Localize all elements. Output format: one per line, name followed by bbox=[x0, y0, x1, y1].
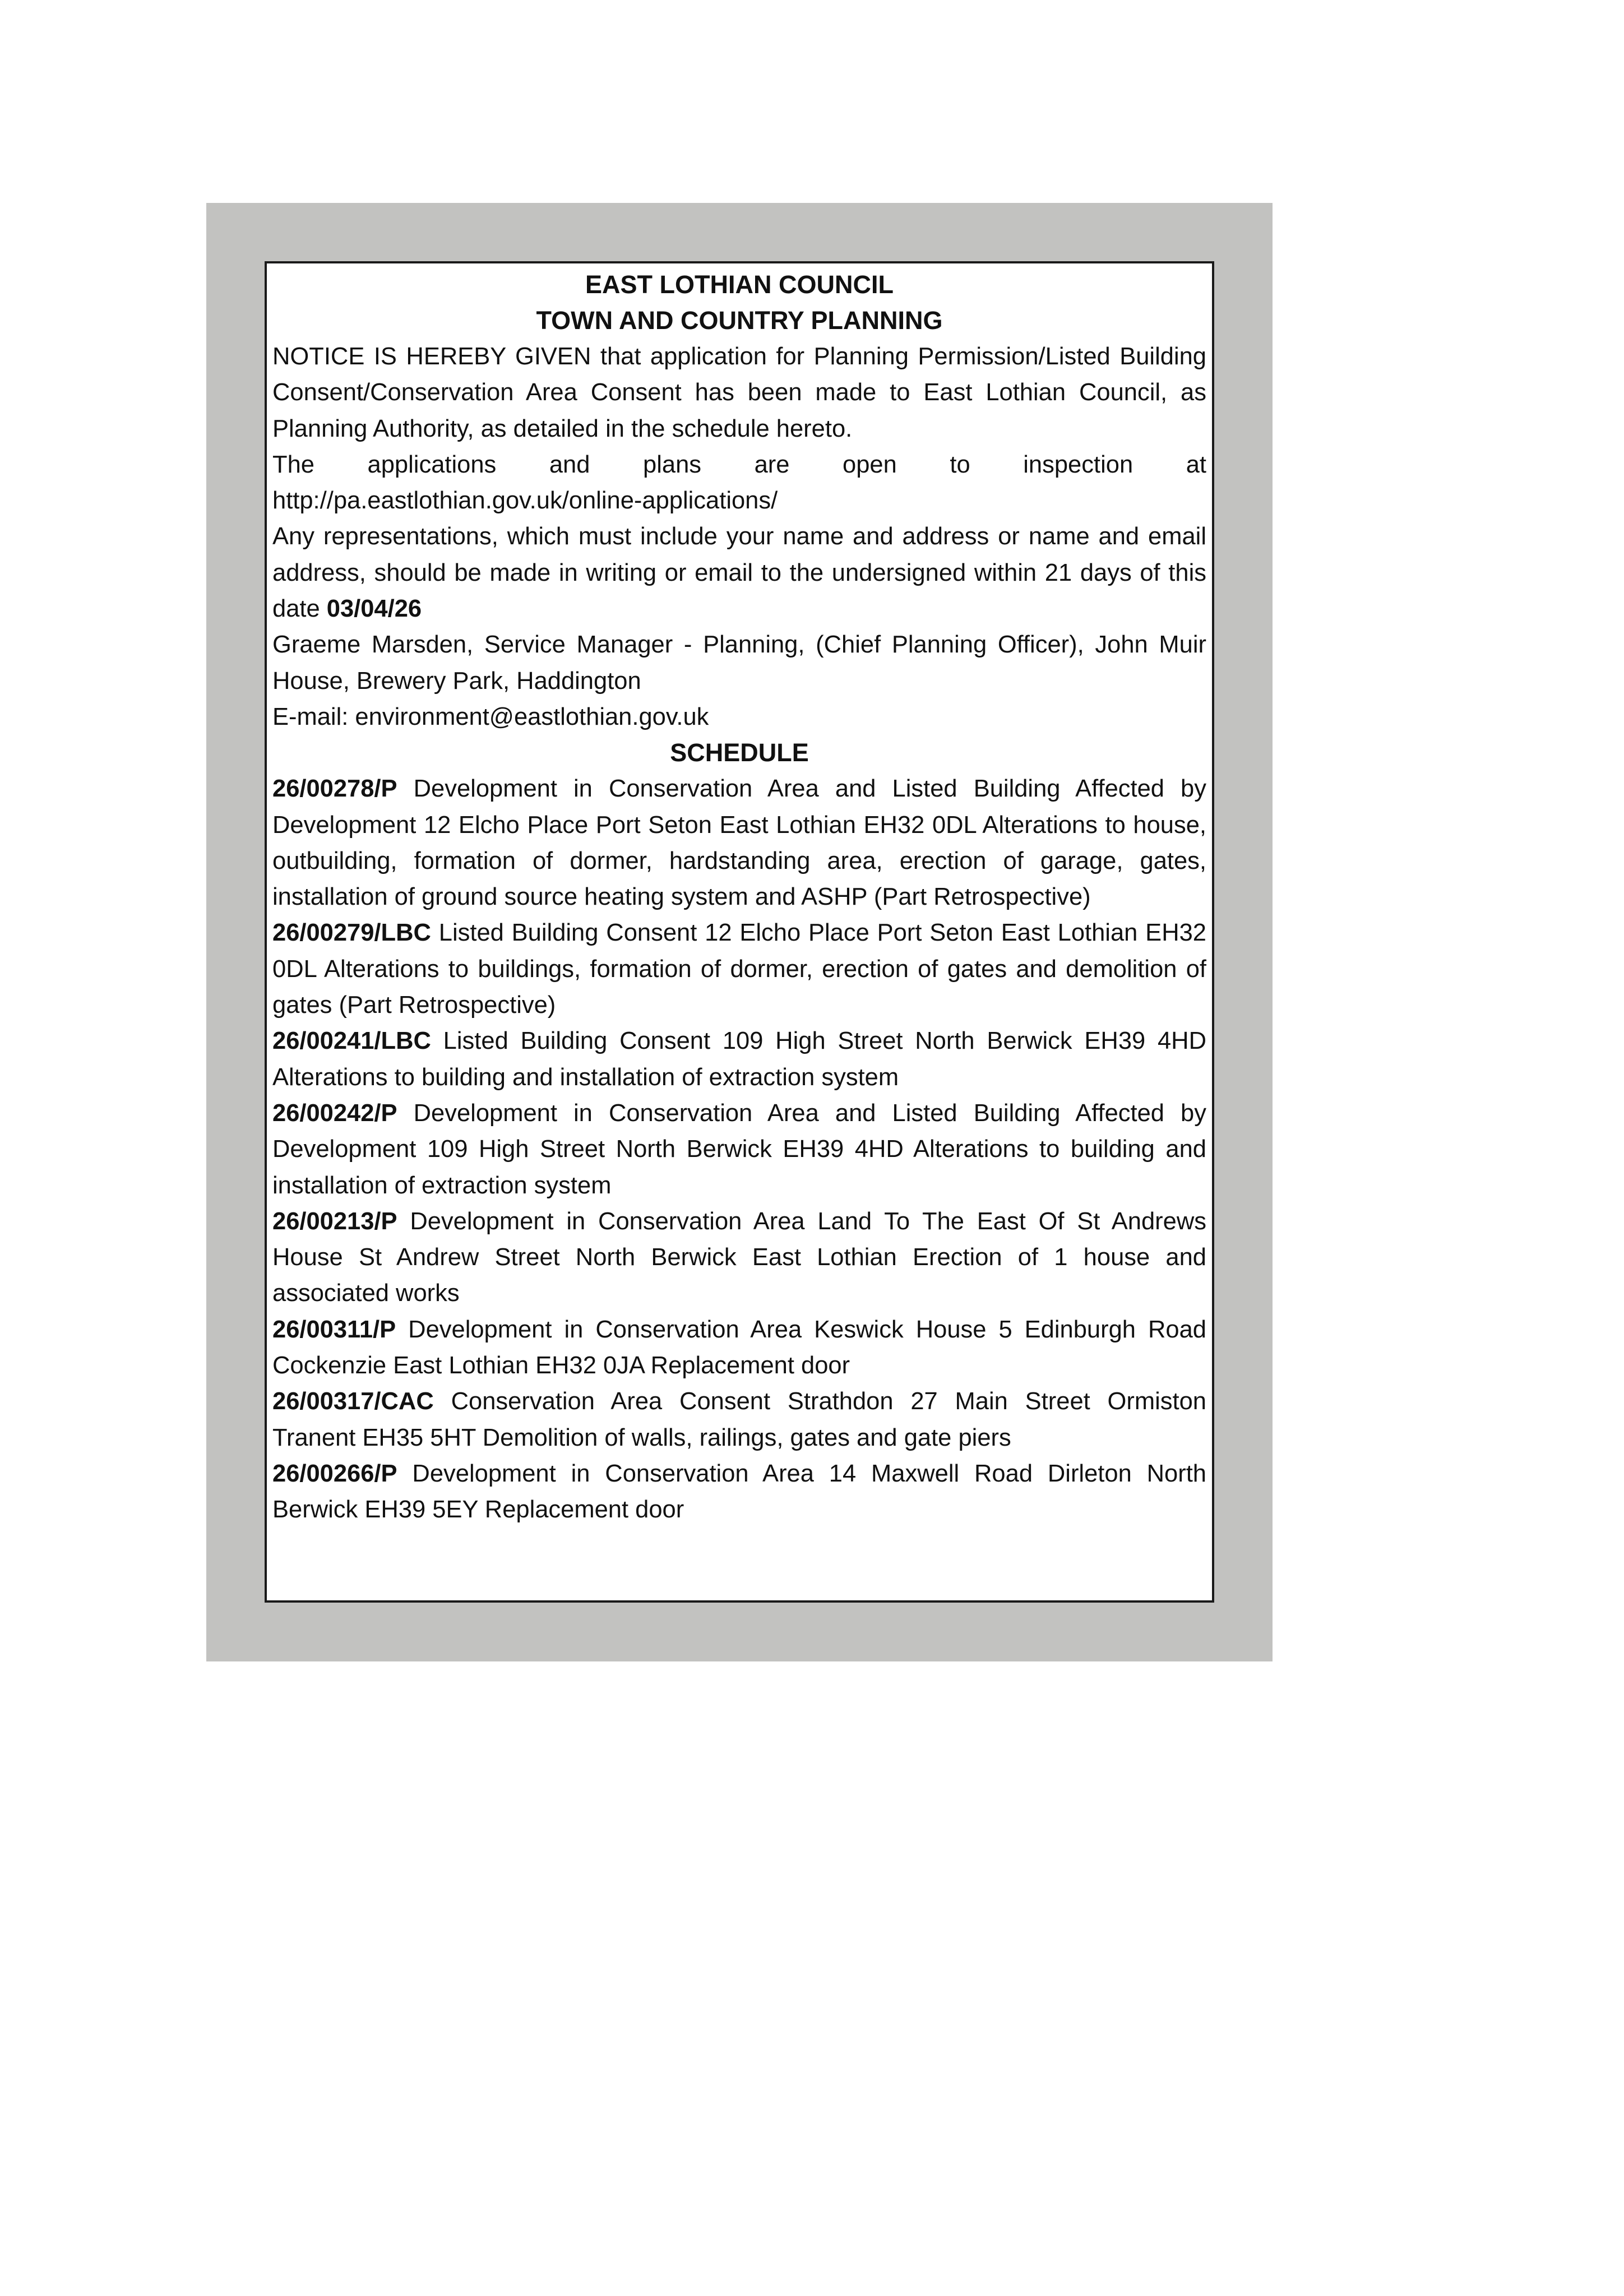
notice-inspection: The applications and plans are open to inspection at http://pa.eastlothian.gov.uk/online-applications/ bbox=[272, 451, 1206, 515]
planning-notice bbox=[265, 261, 1214, 1603]
application-description: Listed Building Consent 12 Elcho Place Port Seton East Lothian EH32 0DL Alterations to buildings, formation of dormer, erection of gates and demolition of gates (Part Retrospective) bbox=[272, 919, 1206, 1019]
application-reference: 26/00242/P bbox=[272, 1099, 397, 1127]
application-description: Conservation Area Consent Strathdon 27 Main Street Ormiston Tranent EH35 5HT Demolition of walls, railings, gates and gate piers bbox=[272, 1388, 1206, 1451]
representations-text: Any representations, which must include your name and address or name and email address, should be made in writing or email to the undersigned within 21 days of this date bbox=[272, 523, 1206, 623]
schedule-item bbox=[272, 1456, 1206, 1528]
schedule-heading: SCHEDULE bbox=[670, 738, 809, 767]
application-description: Development in Conservation Area Land To The East Of St Andrews House St Andrew Street North Berwick East Lothian Erection of 1 house and associated works bbox=[272, 1207, 1206, 1307]
application-description: Listed Building Consent 109 High Street North Berwick EH39 4HD Alterations to building and installation of extraction system bbox=[272, 1027, 1206, 1091]
schedule-item bbox=[272, 1383, 1206, 1456]
application-reference: 26/00317/CAC bbox=[272, 1388, 434, 1415]
notice-representations bbox=[272, 519, 1206, 627]
application-reference: 26/00278/P bbox=[272, 775, 397, 803]
schedule-item bbox=[272, 771, 1206, 915]
notice-subtitle: TOWN AND COUNTRY PLANNING bbox=[536, 306, 943, 335]
application-description: Development in Conservation Area 14 Maxwell Road Dirleton North Berwick EH39 5EY Replacement door bbox=[272, 1460, 1206, 1524]
application-description: Development in Conservation Area Keswick House 5 Edinburgh Road Cockenzie East Lothian EH32 0JA Replacement door bbox=[272, 1316, 1206, 1380]
notice-signatory: Graeme Marsden, Service Manager - Planning, (Chief Planning Officer), John Muir House, Brewery Park, Haddington bbox=[272, 631, 1206, 695]
schedule-item bbox=[272, 915, 1206, 1023]
schedule-item bbox=[272, 1095, 1206, 1203]
application-reference: 26/00279/LBC bbox=[272, 919, 431, 947]
application-description: Development in Conservation Area and Listed Building Affected by Development 109 High Street North Berwick EH39 4HD Alterations to building and installation of extraction system bbox=[272, 1099, 1206, 1199]
schedule-item bbox=[272, 1312, 1206, 1384]
notice-title: EAST LOTHIAN COUNCIL bbox=[585, 270, 894, 299]
schedule-item bbox=[272, 1023, 1206, 1095]
schedule-item bbox=[272, 1203, 1206, 1312]
application-reference: 26/00213/P bbox=[272, 1207, 397, 1235]
schedule-list bbox=[272, 771, 1206, 1527]
notice-date: 03/04/26 bbox=[326, 595, 422, 623]
notice-background-panel bbox=[206, 203, 1273, 1661]
application-reference: 26/00241/LBC bbox=[272, 1027, 431, 1055]
application-reference: 26/00266/P bbox=[272, 1460, 397, 1487]
notice-email: E-mail: environment@eastlothian.gov.uk bbox=[272, 703, 709, 730]
application-description: Development in Conservation Area and Listed Building Affected by Development 12 Elcho Place Port Seton East Lothian EH32 0DL Alterations to house, outbuilding, formation of dormer, hardstanding area, erection of garage, gates, installation of ground source heating system and ASHP (Part Retrospective) bbox=[272, 775, 1206, 911]
application-reference: 26/00311/P bbox=[272, 1316, 396, 1343]
notice-intro: NOTICE IS HEREBY GIVEN that application for Planning Permission/Listed Building Consent/Conservation Area Consent has been made to East Lothian Council, as Planning Authority, as detailed in the schedule hereto. bbox=[272, 343, 1206, 442]
